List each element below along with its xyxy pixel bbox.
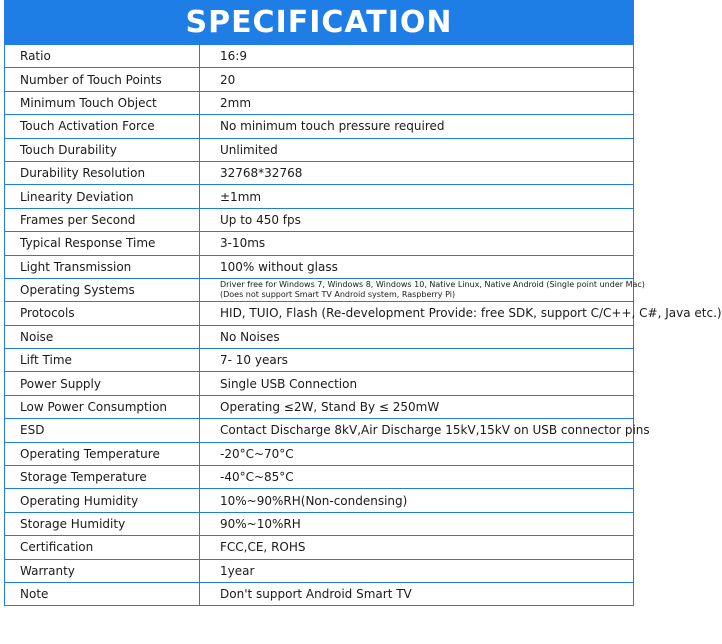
spec-label: Certification bbox=[5, 536, 200, 559]
spec-row bbox=[5, 536, 634, 559]
spec-value: 7- 10 years bbox=[200, 349, 634, 372]
spec-value: HID, TUIO, Flash (Re-development Provide: free SDK, support C/C++, C#, Java etc.) bbox=[200, 302, 634, 325]
spec-row bbox=[5, 255, 634, 278]
spec-label: Low Power Consumption bbox=[5, 395, 200, 418]
spec-label: Lift Time bbox=[5, 349, 200, 372]
spec-label: Noise bbox=[5, 325, 200, 348]
spec-value: 10%~90%RH(Non-condensing) bbox=[200, 489, 634, 512]
spec-label: Power Supply bbox=[5, 372, 200, 395]
spec-row bbox=[5, 208, 634, 231]
spec-label: Warranty bbox=[5, 559, 200, 582]
spec-row bbox=[5, 512, 634, 535]
spec-value: 32768*32768 bbox=[200, 161, 634, 184]
spec-value: 90%~10%RH bbox=[200, 512, 634, 535]
spec-row bbox=[5, 325, 634, 348]
spec-label: Ratio bbox=[5, 45, 200, 68]
spec-value: -40°C~85°C bbox=[200, 466, 634, 489]
spec-row bbox=[5, 115, 634, 138]
spec-row bbox=[5, 372, 634, 395]
spec-row bbox=[5, 138, 634, 161]
spec-row bbox=[5, 278, 634, 301]
spec-value: -20°C~70°C bbox=[200, 442, 634, 465]
spec-value: 2mm bbox=[200, 91, 634, 114]
spec-label: Minimum Touch Object bbox=[5, 91, 200, 114]
spec-value: Don't support Android Smart TV bbox=[200, 582, 634, 605]
spec-row bbox=[5, 232, 634, 255]
spec-label: Number of Touch Points bbox=[5, 68, 200, 91]
spec-value: Up to 450 fps bbox=[200, 208, 634, 231]
spec-value: ±1mm bbox=[200, 185, 634, 208]
spec-label: Note bbox=[5, 582, 200, 605]
spec-row bbox=[5, 582, 634, 605]
spec-row bbox=[5, 466, 634, 489]
spec-value: Single USB Connection bbox=[200, 372, 634, 395]
spec-title: SPECIFICATION bbox=[4, 0, 634, 44]
spec-row bbox=[5, 161, 634, 184]
spec-label: Linearity Deviation bbox=[5, 185, 200, 208]
spec-row bbox=[5, 45, 634, 68]
spec-value: Unlimited bbox=[200, 138, 634, 161]
spec-row bbox=[5, 185, 634, 208]
spec-row bbox=[5, 91, 634, 114]
spec-value: 16:9 bbox=[200, 45, 634, 68]
spec-label: Operating Humidity bbox=[5, 489, 200, 512]
spec-label: Typical Response Time bbox=[5, 232, 200, 255]
spec-row bbox=[5, 395, 634, 418]
spec-row bbox=[5, 442, 634, 465]
spec-row bbox=[5, 559, 634, 582]
spec-table bbox=[4, 44, 722, 606]
spec-value: FCC,CE, ROHS bbox=[200, 536, 634, 559]
spec-label: Durability Resolution bbox=[5, 161, 200, 184]
spec-row bbox=[5, 68, 634, 91]
spec-label: Touch Durability bbox=[5, 138, 200, 161]
spec-label: Storage Humidity bbox=[5, 512, 200, 535]
spec-label: Operating Temperature bbox=[5, 442, 200, 465]
spec-label: ESD bbox=[5, 419, 200, 442]
spec-label: Operating Systems bbox=[5, 278, 200, 301]
spec-value: 20 bbox=[200, 68, 634, 91]
spec-value: No minimum touch pressure required bbox=[200, 115, 634, 138]
spec-value: Contact Discharge 8kV,Air Discharge 15kV,15kV on USB connector pins bbox=[200, 419, 634, 442]
spec-value: No Noises bbox=[200, 325, 634, 348]
spec-value: 100% without glass bbox=[200, 255, 634, 278]
spec-value bbox=[200, 278, 645, 301]
spec-value-note: (Does not support Smart TV Android system, Raspberry Pi) bbox=[220, 290, 456, 300]
spec-value: 1year bbox=[200, 559, 634, 582]
spec-value-line: Driver free for Windows 7, Windows 8, Windows 10, Native Linux, Native Android (Single point under Mac) bbox=[220, 280, 645, 290]
spec-label: Light Transmission bbox=[5, 255, 200, 278]
spec-label: Frames per Second bbox=[5, 208, 200, 231]
spec-label: Protocols bbox=[5, 302, 200, 325]
spec-value: Operating ≤2W, Stand By ≤ 250mW bbox=[200, 395, 634, 418]
spec-row bbox=[5, 349, 634, 372]
spec-label: Storage Temperature bbox=[5, 466, 200, 489]
spec-value: 3-10ms bbox=[200, 232, 634, 255]
spec-row bbox=[5, 302, 634, 325]
spec-label: Touch Activation Force bbox=[5, 115, 200, 138]
spec-row bbox=[5, 419, 634, 442]
spec-row bbox=[5, 489, 634, 512]
